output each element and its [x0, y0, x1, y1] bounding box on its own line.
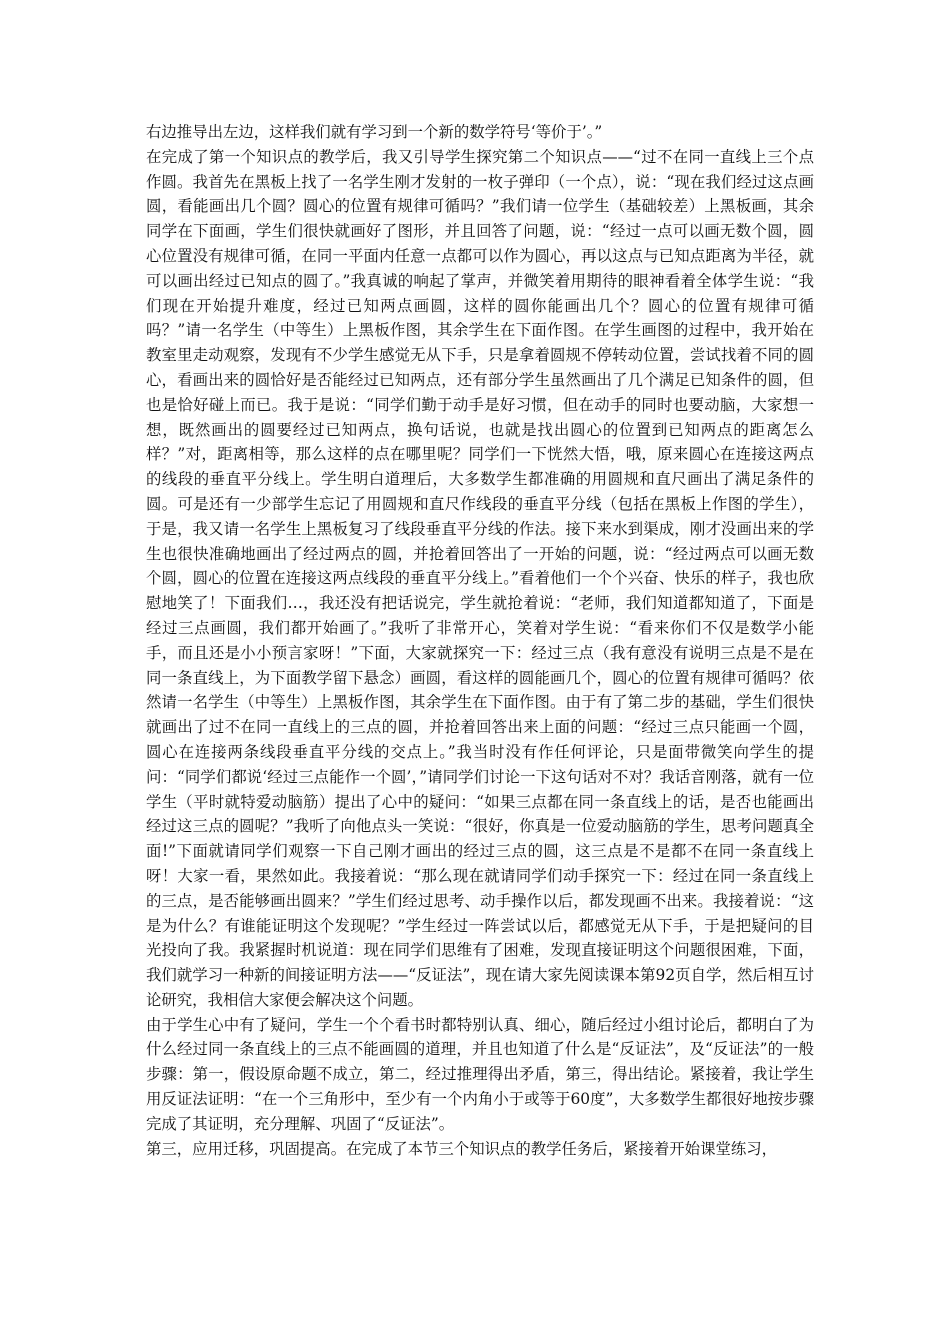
paragraph: 在完成了第一个知识点的教学后，我又引导学生探究第二个知识点——“过不在同一直线上三个点作圆。我首先在黑板上找了一名学生刚才发射的一枚子弹印（一个点），说：“现在我们经过这点画圆，看能画出几个圆？圆心的位置有规律可循吗？”我们请一位学生（基础较差）上黑板画，其余同学在下面画，学生们很快就画好了图形，并且回答了问题，说：“经过一点可以画无数个圆，圆心位置没有规律可循，在同一平面内任意一点都可以作为圆心，再以这点与已知点距离为半径，就可以画出经过已知点的圆了。”我真诚的响起了掌声，并微笑着用期待的眼神看着全体学生说：“我们现在开始提升难度，经过已知两点画圆，这样的圆你能画出几个？圆心的位置有规律可循吗？”请一名学生（中等生）上黑板作图，其余学生在下面作图。在学生画图的过程中，我开始在教室里走动观察，发现有不少学生感觉无从下手，只是拿着圆规不停转动位置，尝试找着不同的圆心，看画出来的圆恰好是否能经过已知两点，还有部分学生虽然画出了几个满足已知条件的圆，但也是恰好碰上而已。我于是说：“同学们勤于动手是好习惯，但在动手的同时也要动脑，大家想一想，既然画出的圆要经过已知两点，换句话说，也就是找出圆心的位置到已知两点的距离怎么样？”对，距离相等，那么这样的点在哪里呢？同学们一下恍然大悟，哦，原来圆心在连接这两点的线段的垂直平分线上。学生明白道理后，大多数学生都准确的用圆规和直尺画出了满足条件的圆。可是还有一少部学生忘记了用圆规和直尺作线段的垂直平分线（包括在黑板上作图的学生），于是，我又请一名学生上黑板复习了线段垂直平分线的作法。接下来水到渠成，刚才没画出来的学生也很快准确地画出了经过两点的圆，并抢着回答出了一开始的问题，说：“经过两点可以画无数个圆，圆心的位置在连接这两点线段的垂直平分线上。”看着他们一个个兴奋、快乐的样子，我也欣慰地笑了！下面我们…，我还没有把话说完，学生就抢着说：“老师，我们知道都知道了，下面是经过三点画圆，我们都开始画了。”我听了非常开心，笑着对学生说：“看来你们不仅是数学小能手，而且还是小小预言家呀！”下面，大家就探究一下：经过三点（我有意没有说明三点是不是在同一条直线上，为下面教学留下悬念）画圆，看这样的圆能画几个，圆心的位置有规律可循吗？依然请一名学生（中等生）上黑板作图，其余学生在下面作图。由于有了第二步的基础，学生们很快就画出了过不在同一直线上的三点的圆，并抢着回答出来上面的问题：“经过三点只能画一个圆，圆心在连接两条线段垂直平分线的交点上。”我当时没有作任何评论，只是面带微笑向学生的提问：“同学们都说‘经过三点能作一个圆’，”请同学们讨论一下这句话对不对？我话音刚落，就有一位学生（平时就特爱动脑筋）提出了心中的疑问：“如果三点都在同一条直线上的话，是否也能画出经过这三点的圆呢？”我听了向他点头一笑说：“很好，你真是一位爱动脑筋的学生，思考问题真全面!”下面就请同学们观察一下自己刚才画出的经过三点的圆，这三点是不是都不在同一条直线上呀！大家一看，果然如此。我接着说：“那么现在就请同学们动手探究一下：经过在同一条直线上的三点，是否能够画出圆来？”学生们经过思考、动手操作以后，都发现画不出来。我接着说：“这是为什么？有谁能证明这个发现呢？”学生经过一阵尝试以后，都感觉无从下手，于是把疑问的目光投向了我。我紧握时机说道：现在同学们思维有了困难，发现直接证明这个问题很困难，下面，我们就学习一种新的间接证明方法——“反证法”，现在请大家先阅读课本第92页自学，然后相互讨论研究，我相信大家便会解决这个问题。 — [146, 147, 814, 1009]
paragraph: 由于学生心中有了疑问，学生一个个看书时都特别认真、细心，随后经过小组讨论后，都明白了为什么经过同一条直线上的三点不能画圆的道理，并且也知道了什么是“反证法”，及“反证法”的一般步骤：第一，假设原命题不成立，第二，经过推理得出矛盾，第三，得出结论。紧接着，我让学生用反证法证明：“在一个三角形中，至少有一个内角小于或等于60度”，大多数学生都很好地按步骤完成了其证明，充分理解、巩固了“反证法”。 — [146, 1015, 814, 1133]
paragraph: 右边推导出左边，这样我们就有学习到一个新的数学符号‘等价于’。” — [146, 123, 603, 141]
paragraph: 第三，应用迁移，巩固提高。在完成了本节三个知识点的教学任务后，紧接着开始课堂练习， — [146, 1139, 778, 1158]
document-page — [146, 120, 814, 1161]
